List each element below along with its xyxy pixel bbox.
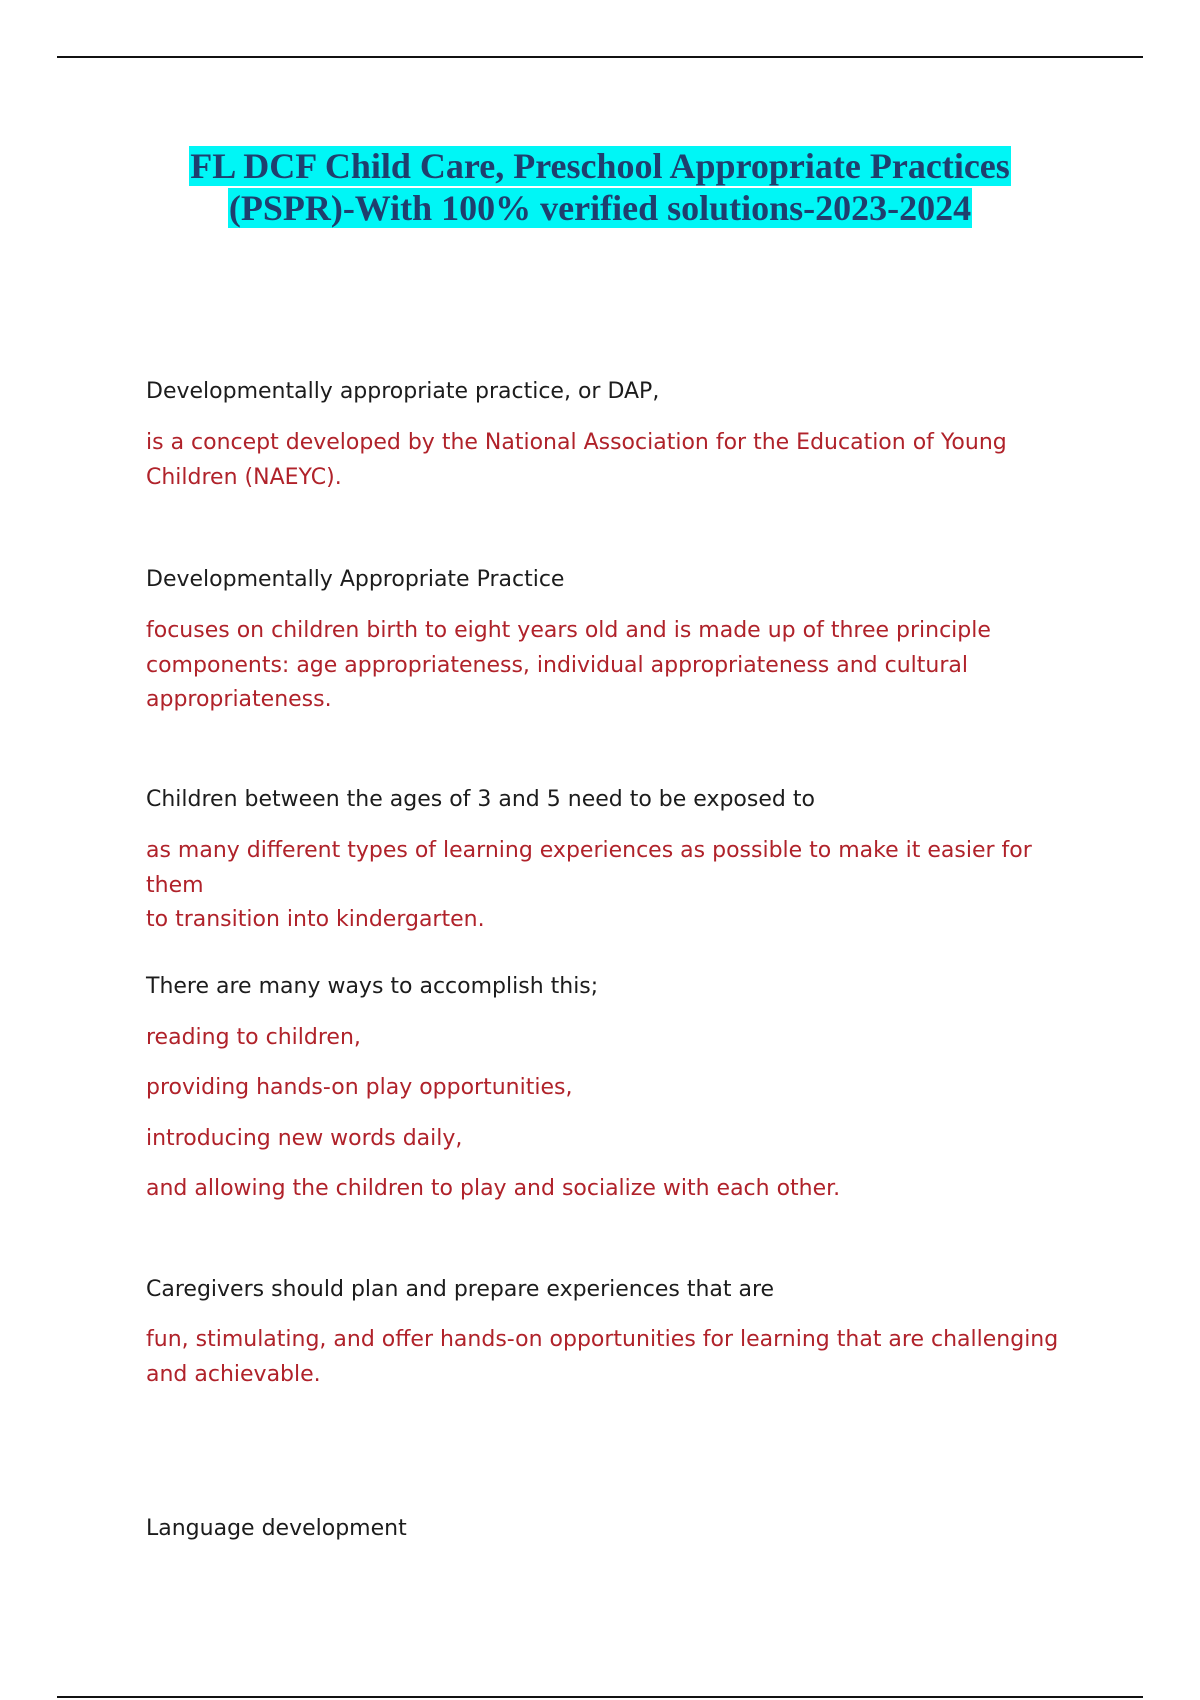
- bottom-rule: [57, 1696, 1143, 1698]
- question-6: Language development: [146, 1516, 407, 1541]
- answer-4-item-2: providing hands-on play opportunities,: [146, 1075, 573, 1100]
- answer-5: fun, stimulating, and offer hands-on opportunities for learning that are challenging and achievable.: [146, 1327, 1059, 1387]
- answer-4-item-1: reading to children,: [146, 1025, 361, 1050]
- answer-2: focuses on children birth to eight years old and is made up of three principle components: age appropriateness, individual appropriateness and cultural appropriateness.: [146, 618, 991, 712]
- title-line-2: (PSPR)-With 100% verified solutions-2023-2024: [228, 188, 972, 228]
- top-rule: [57, 56, 1143, 58]
- question-4: There are many ways to accomplish this;: [146, 974, 599, 999]
- question-3: Children between the ages of 3 and 5 need to be exposed to: [146, 787, 815, 812]
- answer-4-item-4: and allowing the children to play and socialize with each other.: [146, 1176, 841, 1201]
- answer-4-item-3: introducing new words daily,: [146, 1126, 463, 1151]
- title-line-1: FL DCF Child Care, Preschool Appropriate Practices: [190, 146, 1010, 186]
- question-5: Caregivers should plan and prepare experiences that are: [146, 1277, 775, 1302]
- answer-3: as many different types of learning experiences as possible to make it easier for them to transition into kindergarten.: [146, 838, 1032, 932]
- question-2: Developmentally Appropriate Practice: [146, 567, 565, 592]
- page-title: [0, 145, 1200, 229]
- question-1: Developmentally appropriate practice, or DAP,: [146, 379, 660, 404]
- answer-1: is a concept developed by the National Association for the Education of Young Children (NAEYC).: [146, 430, 1007, 490]
